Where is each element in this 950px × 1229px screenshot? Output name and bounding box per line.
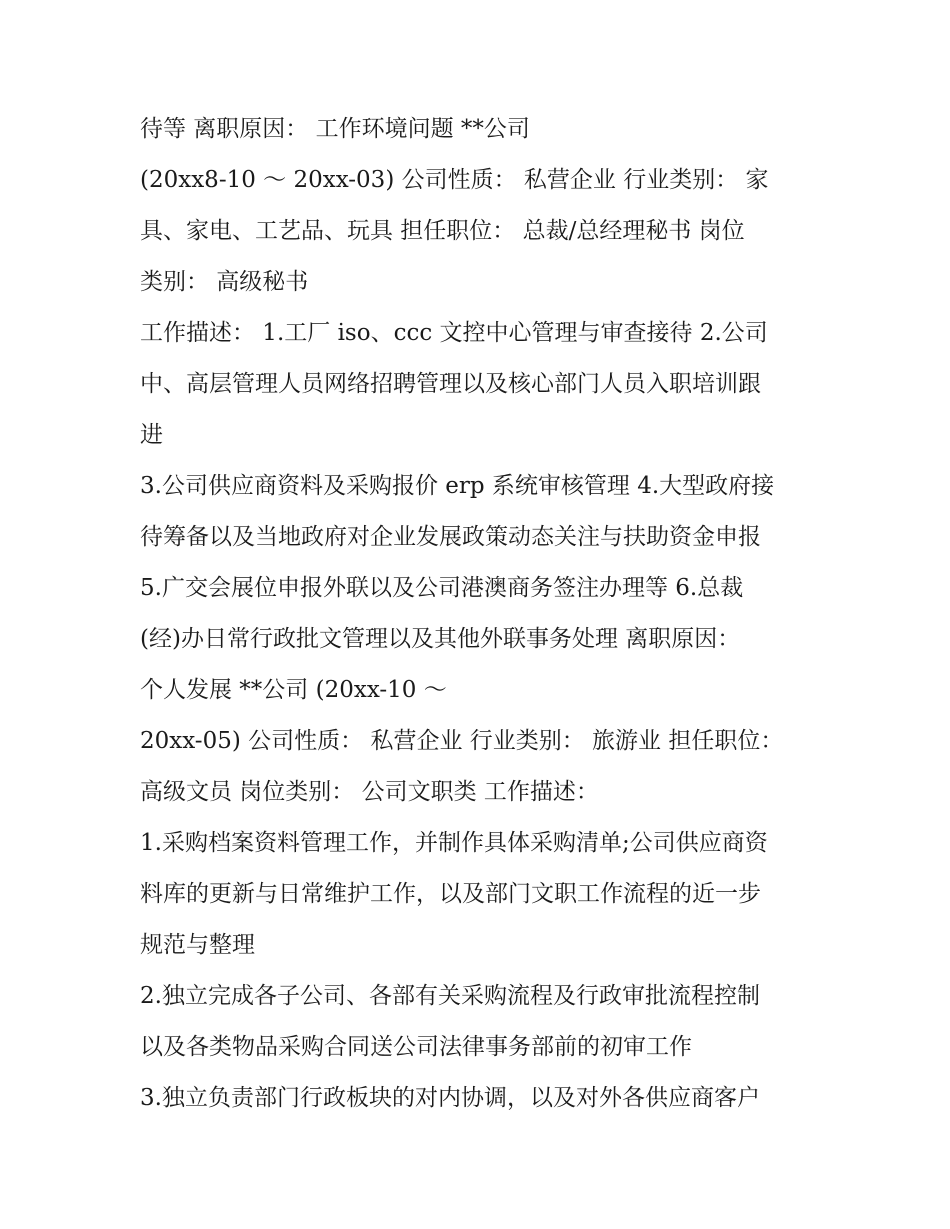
- text-line: 料库的更新与日常维护工作，以及部门文职工作流程的近一步: [140, 881, 761, 907]
- text-line: 待等 离职原因： 工作环境问题 **公司: [140, 116, 530, 142]
- text-line: 中、高层管理人员网络招聘管理以及核心部门人员入职培训跟: [140, 371, 761, 397]
- document-body: [140, 104, 830, 1124]
- text-line: 进: [140, 422, 163, 448]
- text-line: (经)办日常行政批文管理以及其他外联事务处理 离职原因：: [140, 626, 741, 652]
- text-line: 高级文员 岗位类别： 公司文职类 工作描述：: [140, 779, 599, 805]
- text-line: (20xx8-10 ～ 20xx-03) 公司性质： 私营企业 行业类别： 家: [140, 167, 769, 193]
- text-line: 3.公司供应商资料及采购报价 erp 系统审核管理 4.大型政府接: [140, 473, 775, 499]
- text-line: 以及各类物品采购合同送公司法律事务部前的初审工作: [140, 1034, 692, 1060]
- text-line: 类别： 高级秘书: [140, 269, 309, 295]
- text-line: 规范与整理: [140, 932, 255, 958]
- text-line: 1.采购档案资料管理工作，并制作具体采购清单;公司供应商资: [140, 830, 768, 856]
- text-line: 20xx-05) 公司性质： 私营企业 行业类别： 旅游业 担任职位：: [140, 728, 784, 754]
- text-line: 2.独立完成各子公司、各部有关采购流程及行政审批流程控制: [140, 983, 760, 1009]
- text-line: 具、家电、工艺品、玩具 担任职位： 总裁/总经理秘书 岗位: [140, 218, 745, 244]
- text-line: 3.独立负责部门行政板块的对内协调，以及对外各供应商客户: [140, 1085, 760, 1111]
- text-line: 5.广交会展位申报外联以及公司港澳商务签注办理等 6.总裁: [140, 575, 744, 601]
- text-line: 待筹备以及当地政府对企业发展政策动态关注与扶助资金申报: [140, 524, 761, 550]
- text-line: 工作描述： 1.工厂 iso、ccc 文控中心管理与审查接待 2.公司: [140, 320, 768, 346]
- text-line: 个人发展 **公司 (20xx-10 ～: [140, 677, 447, 703]
